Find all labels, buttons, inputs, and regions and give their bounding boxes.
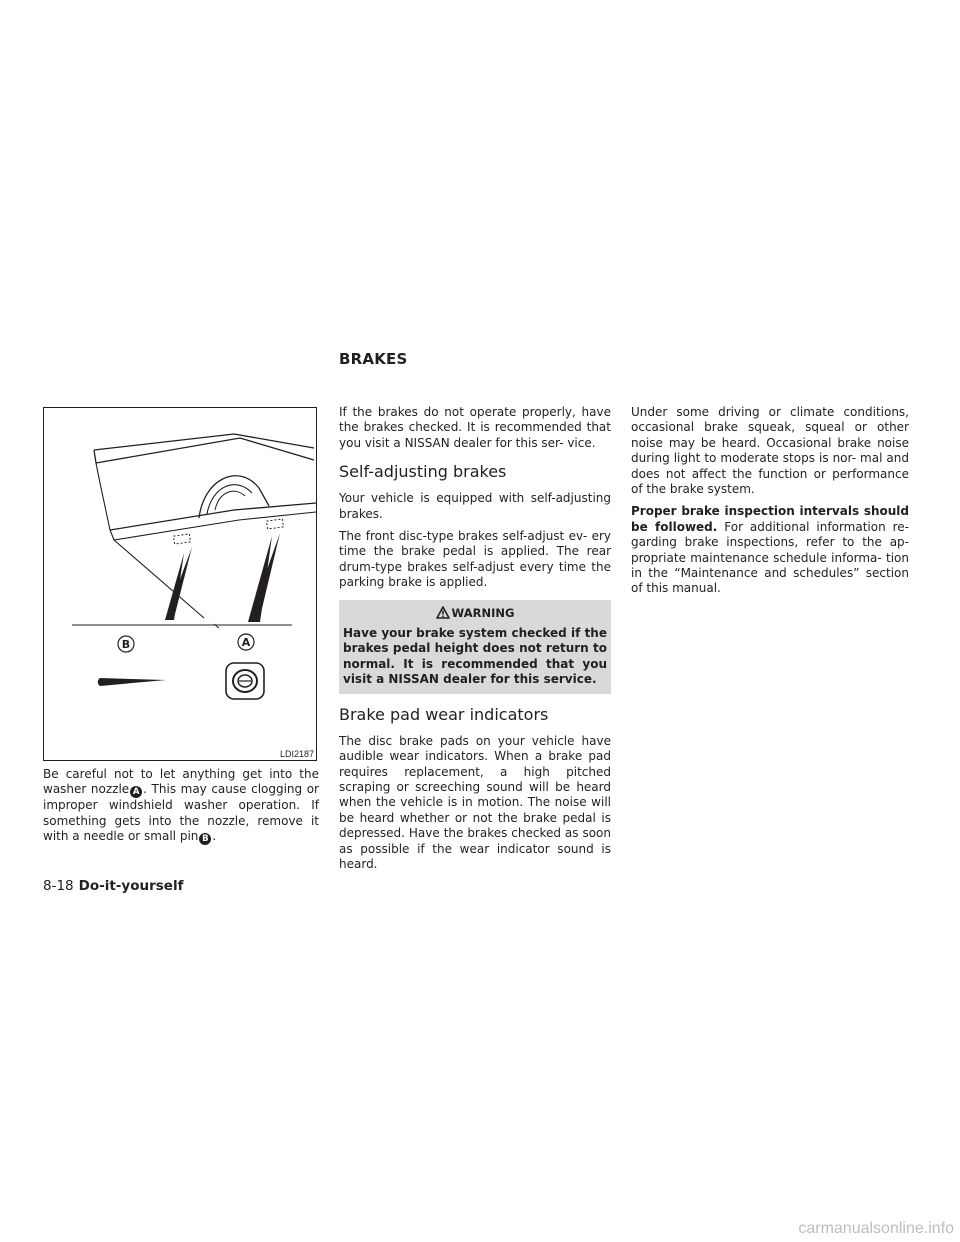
column-3 <box>631 405 909 604</box>
brake-pad-p1: The disc brake pads on your vehicle have audible wear indicators. When a brake pad requires replacement, a high pitched scraping or screeching sound will be heard when the vehicle is in motion. The noise will be heard whether or not the brake pedal is depressed. Have the brakes checked as soon as possible if the wear indicator sound is heard. <box>339 733 611 871</box>
brake-noise-paragraph: Under some driving or climate conditions, occasional brake squeak, squeal or other noise may be heard. Occasional brake noise during light to moderate stops is nor- mal and does not affect the function or performance of the brake system. <box>631 405 909 497</box>
section-title: BRAKES <box>339 350 408 368</box>
warning-text: Have your brake system checked if the brakes pedal height does not return to normal. It is recommended that you visit a NISSAN dealer for this service. <box>343 626 607 687</box>
self-adjusting-p2: The front disc-type brakes self-adjust ev- ery time the brake pedal is applied. The rear drum-type brakes self-adjust every time the parking brake is applied. <box>339 529 611 590</box>
callout-b-label: B <box>121 638 131 651</box>
callout-b-inline: B <box>199 833 211 845</box>
figure-code: LDI2187 <box>279 749 314 759</box>
footer-section: Do-it-yourself <box>78 878 184 894</box>
warning-box <box>339 600 611 694</box>
brakes-intro: If the brakes do not operate properly, have the brakes checked. It is recommended that you visit a NISSAN dealer for this ser- vice. <box>339 405 611 450</box>
callout-a-label: A <box>241 636 251 649</box>
page-number: 8-18 <box>43 878 74 894</box>
callout-a-inline: A <box>130 786 142 798</box>
self-adjusting-p1: Your vehicle is equipped with self-adjusting brakes. <box>339 491 611 521</box>
heading-brake-pad-wear: Brake pad wear indicators <box>339 704 549 724</box>
inspection-paragraph: Proper brake inspection intervals should be followed. For additional information re- garding brake inspections, refer to the ap- propriate maintenance schedule informa- tion in the “Maintenance and schedules” section of this manual. <box>631 504 909 596</box>
washer-nozzle-illustration <box>44 408 316 760</box>
heading-self-adjusting-brakes: Self-adjusting brakes <box>339 462 507 482</box>
column-1 <box>43 767 319 852</box>
warning-title: WARNING <box>451 605 515 620</box>
column-2 <box>339 405 611 879</box>
watermark: carmanualsonline.info <box>798 1220 954 1237</box>
figure-washer-nozzle <box>43 407 317 761</box>
warning-triangle-icon <box>436 606 450 619</box>
warning-header <box>343 606 607 621</box>
page-footer <box>43 878 183 894</box>
nozzle-paragraph: Be careful not to let anything get into the washer nozzle A . This may cause clogging or improper windshield washer operation. If something gets into the nozzle, remove it with a needle or small pin B . <box>43 767 319 845</box>
